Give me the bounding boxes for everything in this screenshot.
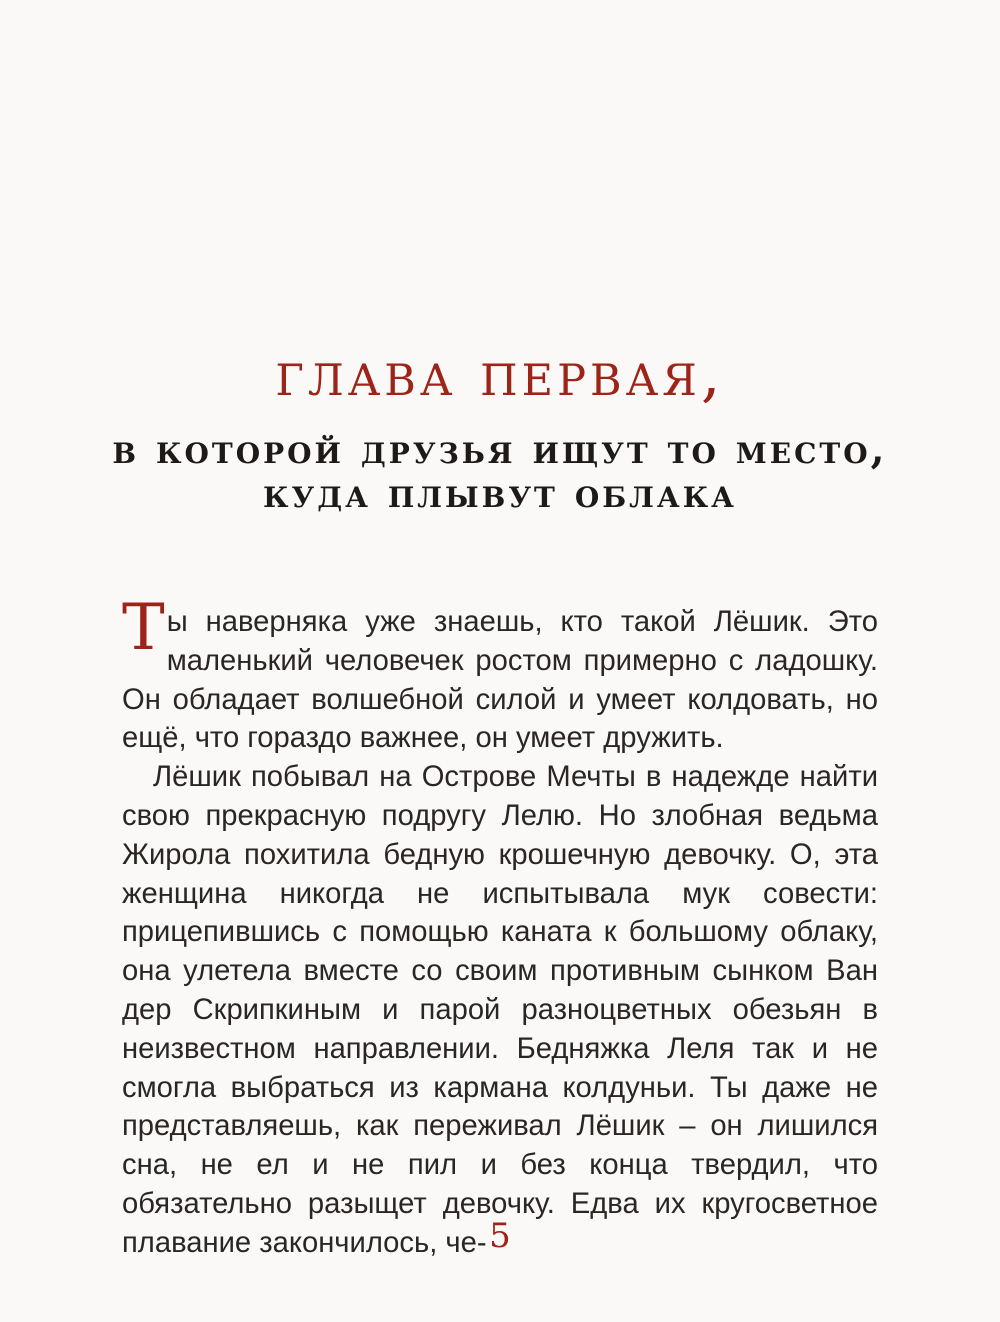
page-number: 5 [489, 1216, 511, 1256]
body-text [122, 591, 878, 1263]
paragraph-1-text: ы наверняка уже знаешь, кто такой Лёшик. Это маленький человечек ростом примерно с ладошку. Он обладает волшебной силой и умеет колдовать, но ещё, что гораздо важнее, он умеет дружить. [122, 606, 878, 755]
chapter-title: глава первая, [275, 337, 725, 410]
paragraph-2: Лёшик побывал на Острове Мечты в надежде найти свою прекрасную подругу Лелю. Но злобная ведьма Жирола похитила бедную крошечную девочку. О, эта женщина никогда не испытывала мук совести: прицепившись с помощью каната к большому облаку, она улетела вместе со своим противным сынком Ван дер Скрипкиным и парой разноцветных обезьян в неизвестном направлении. Бедняжка Леля так и не смогла выбраться из кармана колдуньи. Ты даже не представляешь, как переживал Лёшик – он лишился сна, не ел и не пил и без конца твердил, что обязательно разыщет девочку. Едва их кругосветное плавание закончилось, че- [122, 761, 878, 1259]
chapter-subtitle [0, 428, 1000, 516]
drop-cap: Т [122, 591, 165, 665]
paragraph-1 [122, 591, 878, 758]
chapter-subtitle-line-2: куда плывут облака [263, 470, 737, 517]
chapter-subtitle-line-1: в которой друзья ищут то место, [112, 426, 888, 473]
